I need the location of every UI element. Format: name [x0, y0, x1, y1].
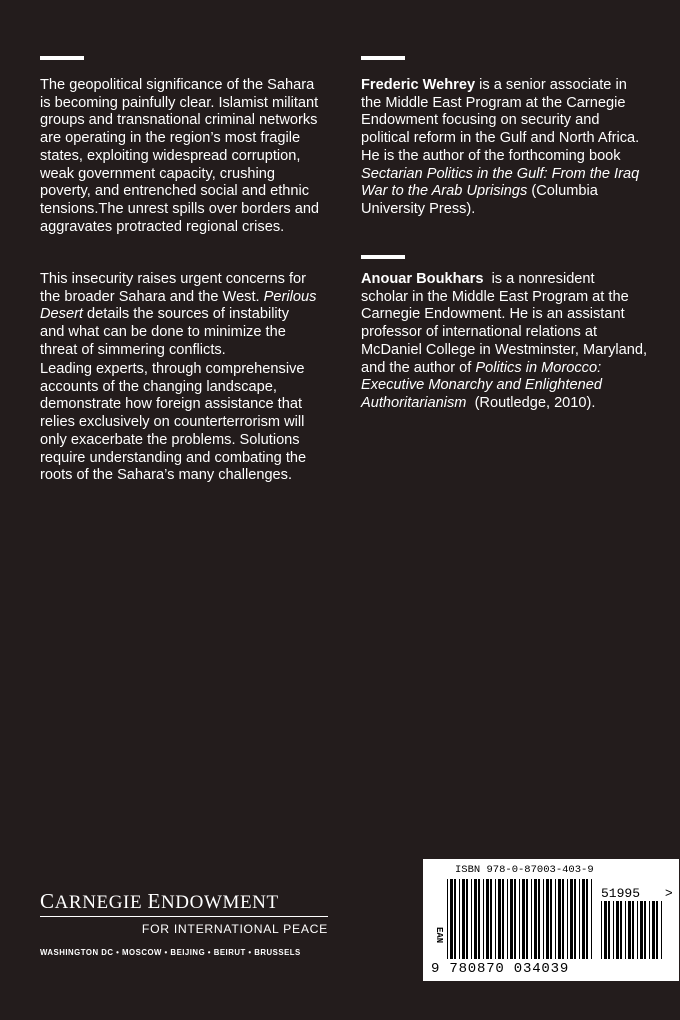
barcode-bar: [447, 879, 448, 959]
line: University Press).: [361, 200, 476, 217]
line: The geopolitical significance of the Sahara: [40, 77, 315, 93]
barcode-bar: [522, 879, 525, 959]
barcode-bar: [656, 901, 658, 959]
ean-digits: 9 780870 034039: [431, 961, 570, 977]
barcode-bar: [579, 879, 580, 959]
line: He is the author of the forthcoming book: [361, 147, 621, 164]
line: the broader Sahara and the West.: [40, 288, 260, 305]
barcode-bar: [490, 879, 492, 959]
barcode-bar: [507, 879, 508, 959]
barcode-bar: [661, 901, 662, 959]
line: are operating in the region’s most fragile: [40, 130, 301, 147]
barcode-bar: [652, 901, 655, 959]
line: Endowment focusing on security and: [361, 112, 600, 129]
barcode-bar: [601, 901, 602, 959]
barcode-bar: [519, 879, 520, 959]
line: only exacerbate the problems. Solutions: [40, 431, 300, 448]
book-title: Sectarian Politics in the Gulf: From the Iraq: [361, 165, 640, 182]
description-paragraph-2: [40, 271, 325, 360]
barcode-bar: [466, 879, 468, 959]
initial: E: [147, 889, 161, 913]
line: aggravates protracted regional crises.: [40, 218, 285, 235]
line: is a nonresident: [491, 271, 595, 287]
barcode-bar: [637, 901, 638, 959]
publisher-logo: [40, 889, 330, 957]
line: accounts of the changing landscape,: [40, 378, 277, 395]
initial: C: [40, 889, 55, 913]
price-arrow-icon: >: [665, 885, 673, 900]
line: political reform in the Gulf and North Africa.: [361, 130, 640, 147]
line: details the sources of instability: [87, 306, 290, 323]
line: Leading experts, through comprehensive: [40, 361, 305, 377]
barcode-bars: [423, 859, 679, 981]
barcode-bar: [628, 901, 631, 959]
description-paragraph-1: [40, 77, 325, 236]
author-bio-wehrey: [361, 77, 651, 219]
barcode-bar: [562, 879, 564, 959]
ean-label: EAN: [434, 927, 444, 944]
barcode-bar: [616, 901, 619, 959]
left-column-rule: [40, 56, 84, 60]
barcode-bar: [510, 879, 513, 959]
barcode-bar: [450, 879, 453, 959]
line: states, exploiting widespread corruption,: [40, 147, 301, 164]
barcode-bar: [495, 879, 496, 959]
line: groups and transnational criminal networks: [40, 112, 318, 129]
barcode-bar: [604, 901, 607, 959]
barcode-bar: [483, 879, 484, 959]
line: demonstrate how foreign assistance that: [40, 396, 303, 413]
barcode-bar: [625, 901, 626, 959]
line: tensions.The unrest spills over borders and: [40, 200, 320, 217]
isbn-number: ISBN 978-0-87003-403-9: [455, 864, 594, 876]
barcode-bar: [534, 879, 537, 959]
name-part: ARNEGIE: [54, 892, 143, 913]
logo-divider: [40, 916, 328, 917]
book-title: Politics in Morocco:: [475, 359, 602, 376]
barcode-bar: [591, 879, 592, 959]
barcode-bar: [478, 879, 480, 959]
line: the Middle East Program at the Carnegie: [361, 94, 626, 111]
barcode-bar: [608, 901, 610, 959]
line: threat of simmering conflicts.: [40, 341, 226, 358]
barcode-bar: [526, 879, 528, 959]
barcode-bar: [462, 879, 465, 959]
barcode-bar: [620, 901, 622, 959]
line: roots of the Sahara’s many challenges.: [40, 467, 293, 484]
publisher-name: [40, 890, 330, 914]
name-part: NDOWMENT: [160, 892, 279, 913]
price-code: 51995: [601, 886, 641, 901]
book-title: Authoritarianism: [361, 394, 467, 411]
line: is a senior associate in: [479, 77, 627, 93]
line: Carnegie Endowment. He is an assistant: [361, 306, 625, 323]
author-name: Anouar Boukhars: [361, 271, 484, 287]
barcode-bar: [471, 879, 472, 959]
line: poverty, and entrenched social and ethnic: [40, 183, 310, 200]
line: relies exclusively on counterterrorism will: [40, 414, 305, 431]
barcode-bar: [538, 879, 540, 959]
barcode-bar: [502, 879, 504, 959]
barcode-bar: [486, 879, 489, 959]
line: (Columbia: [531, 183, 598, 200]
barcode-bar: [640, 901, 643, 959]
barcode-bar: [474, 879, 477, 959]
bio1-rule: [361, 56, 405, 60]
barcode-bar: [649, 901, 650, 959]
barcode-bar: [454, 879, 456, 959]
barcode-bar: [531, 879, 532, 959]
book-title: Executive Monarchy and Enlightened: [361, 377, 602, 394]
barcode-bar: [644, 901, 646, 959]
description-paragraph-3: [40, 361, 325, 485]
barcode-bar: [567, 879, 568, 959]
barcode-bar: [498, 879, 501, 959]
barcode-bar: [558, 879, 561, 959]
line: and the author of: [361, 359, 472, 376]
barcode-bar: [574, 879, 576, 959]
bio2-rule: [361, 255, 405, 259]
barcode-bar: [586, 879, 588, 959]
line: require understanding and combating the: [40, 449, 307, 466]
barcode-bar: [546, 879, 549, 959]
barcode-bar: [459, 879, 460, 959]
line: scholar in the Middle East Program at the: [361, 288, 629, 305]
line: This insecurity raises urgent concerns for: [40, 271, 307, 287]
line: is becoming painfully clear. Islamist militant: [40, 94, 319, 111]
book-title: Perilous: [263, 288, 317, 305]
author-bio-boukhars: [361, 271, 651, 413]
barcode-bar: [570, 879, 573, 959]
isbn-barcode: [423, 859, 679, 981]
barcode-bar: [555, 879, 556, 959]
publisher-cities: WASHINGTON DC • MOSCOW • BEIJING • BEIRUT • BRUSSELS: [40, 948, 301, 957]
barcode-bar: [550, 879, 552, 959]
publisher-subtitle: FOR INTERNATIONAL PEACE: [141, 922, 328, 936]
barcode-bar: [582, 879, 585, 959]
barcode-bar: [632, 901, 634, 959]
author-name: Frederic Wehrey: [361, 77, 476, 93]
line: professor of international relations at: [361, 324, 598, 341]
barcode-bar: [514, 879, 516, 959]
barcode-bar: [543, 879, 544, 959]
line: weak government capacity, crushing: [40, 165, 275, 182]
line: McDaniel College in Westminster, Maryland,: [361, 341, 648, 358]
line: and what can be done to minimize the: [40, 324, 286, 341]
book-title: Desert: [40, 306, 83, 323]
book-title: War to the Arab Uprisings: [361, 183, 528, 200]
barcode-bar: [613, 901, 614, 959]
line: (Routledge, 2010).: [474, 394, 596, 411]
